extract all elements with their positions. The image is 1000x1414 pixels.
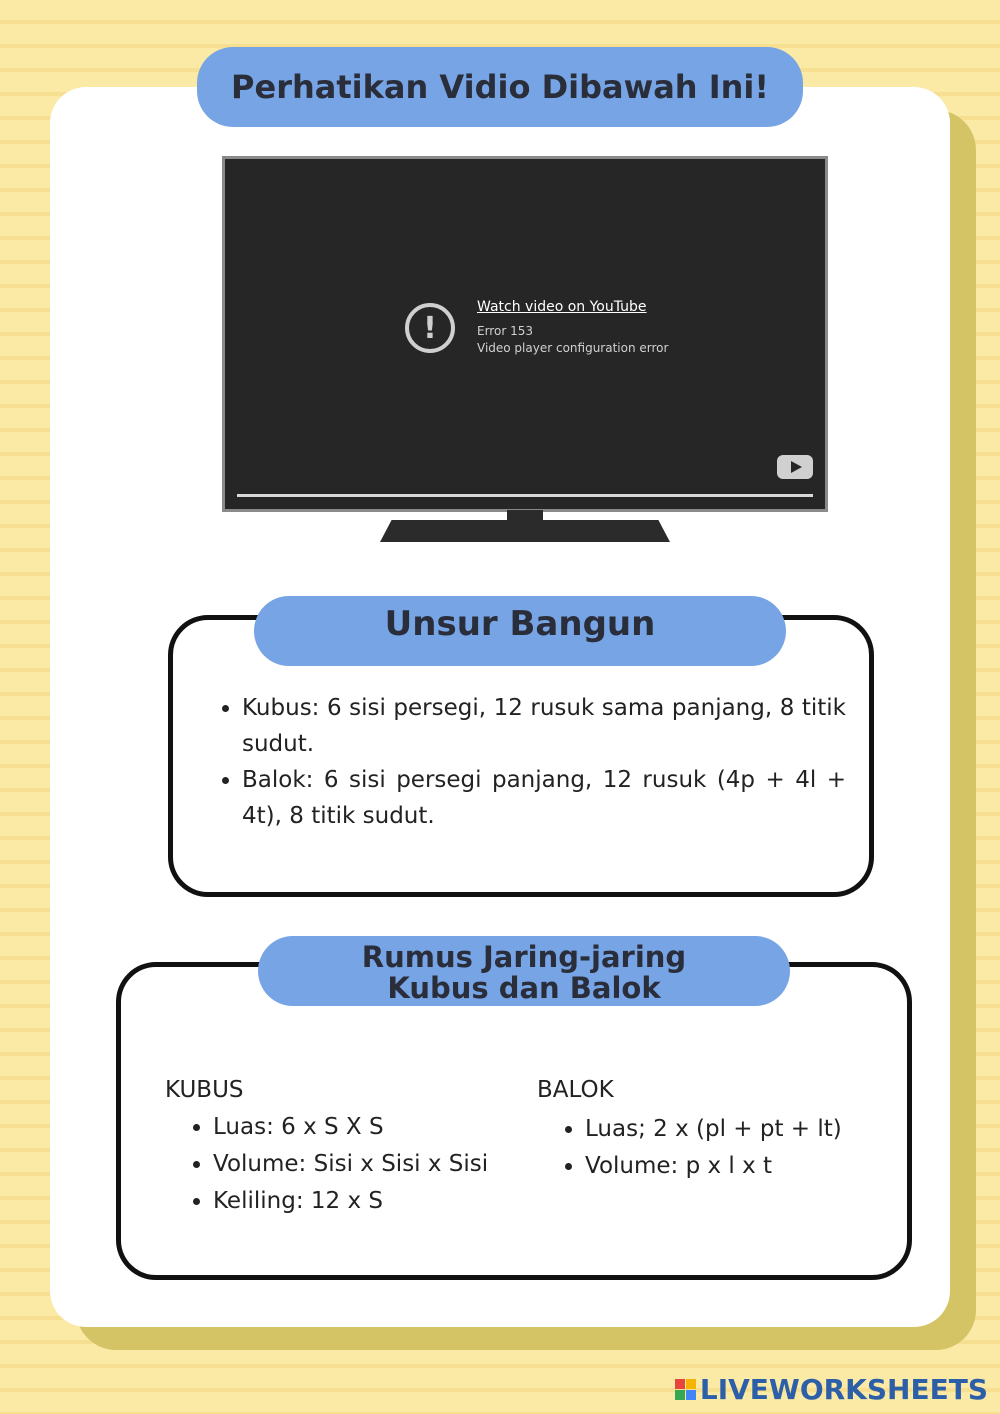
brand-name: LIVEWORKSHEETS [699,1373,988,1406]
error-code: Error 153 [477,324,533,338]
unsur-bangun-title: Unsur Bangun [254,596,786,666]
tv-stand-base [380,520,670,542]
list-item: • Luas; 2 x (pl + pt + lt) [585,1111,842,1148]
rumus-title [258,936,790,1006]
list-item: • Balok: 6 sisi persegi panjang, 12 rusuk (4p + 4l + 4t), 8 titik sudut. [242,762,846,834]
watch-on-youtube-link[interactable]: Watch video on YouTube [477,299,647,315]
list-item: • Kubus: 6 sisi persegi, 12 rusuk sama panjang, 8 titik sudut. [242,690,846,762]
kubus-label: KUBUS [165,1077,244,1103]
balok-label: BALOK [537,1077,614,1103]
video-error-message [405,299,668,357]
video-player[interactable] [222,156,828,512]
rumus-title-line1: Rumus Jaring-jaring [361,940,687,974]
logo-squares-icon [675,1379,696,1400]
liveworksheets-logo[interactable] [675,1373,988,1406]
kubus-column [165,1072,488,1220]
unsur-bangun-list [216,690,846,834]
list-item: • Volume: Sisi x Sisi x Sisi [213,1146,488,1183]
rumus-title-line2: Kubus dan Balok [387,971,661,1005]
video-progress-bar[interactable] [237,494,813,497]
list-item: • Luas: 6 x S X S [213,1109,488,1146]
exclamation-icon: ! [405,303,455,353]
list-item: • Volume: p x l x t [585,1148,842,1185]
balok-column [537,1072,842,1185]
list-item: • Keliling: 12 x S [213,1183,488,1220]
error-message: Video player configuration error [477,341,669,355]
youtube-logo-icon[interactable] [777,455,813,479]
page-title: Perhatikan Vidio Dibawah Ini! [197,47,803,127]
